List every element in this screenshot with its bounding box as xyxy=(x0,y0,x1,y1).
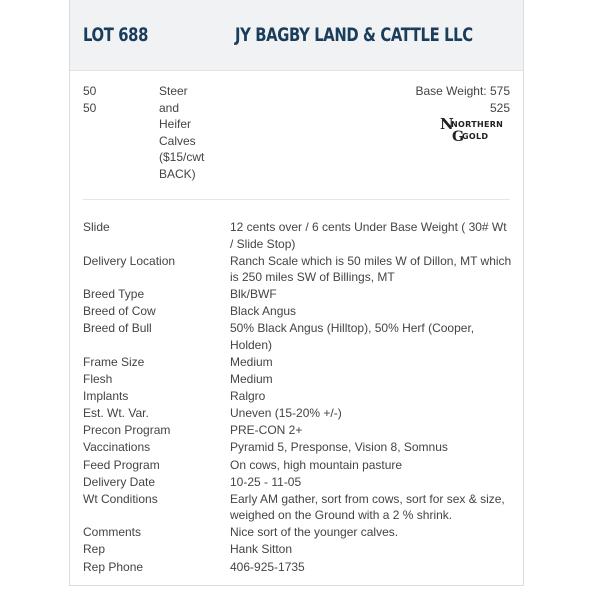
detail-label: Breed of Cow xyxy=(83,304,156,319)
detail-value: Ranch Scale which is 50 miles W of Dillon, MT which is 250 miles SW of Billings, MT xyxy=(230,253,512,285)
description-line: Calves xyxy=(159,133,196,148)
northern-gold-logo xyxy=(438,117,510,143)
svg-text:NORTHERN: NORTHERN xyxy=(451,120,504,129)
detail-label: Delivery Location xyxy=(83,253,176,268)
detail-row xyxy=(83,439,513,456)
description-line: ($15/cwt xyxy=(159,150,205,164)
head-count: 50 xyxy=(83,84,97,98)
description-line: Steer xyxy=(159,84,188,98)
detail-row xyxy=(83,371,513,388)
lot-details xyxy=(83,219,513,576)
detail-value: 12 cents over / 6 cents Under Base Weight ( 30# Wt / Slide Stop) xyxy=(230,220,507,251)
detail-label: Slide xyxy=(83,220,110,234)
head-counts xyxy=(83,83,96,116)
detail-row xyxy=(83,559,513,576)
detail-row xyxy=(83,303,513,320)
detail-value: On cows, high mountain pasture xyxy=(230,457,403,472)
consignor-name: JY BAGBY LAND & CATTLE LLC xyxy=(235,24,473,46)
head-count: 50 xyxy=(83,100,97,115)
base-weights xyxy=(415,83,510,116)
detail-label: Delivery Date xyxy=(83,474,156,489)
description-line: BACK) xyxy=(159,166,196,181)
detail-row xyxy=(83,253,513,286)
description-line: Heifer xyxy=(159,117,192,131)
detail-label: Precon Program xyxy=(83,423,171,438)
detail-row xyxy=(83,491,513,524)
detail-label: Flesh xyxy=(83,372,113,387)
lot-number: LOT 688 xyxy=(83,24,148,46)
detail-label: Vaccinations xyxy=(83,440,151,455)
detail-row xyxy=(83,541,513,558)
svg-text:G: G xyxy=(452,129,464,143)
svg-text:N: N xyxy=(440,117,454,133)
lot-header xyxy=(70,0,523,71)
detail-label: Wt Conditions xyxy=(83,491,158,506)
detail-label: Frame Size xyxy=(83,354,145,369)
detail-value: PRE-CON 2+ xyxy=(230,423,303,438)
detail-value: Nice sort of the younger calves. xyxy=(230,525,399,540)
detail-label: Rep Phone xyxy=(83,559,144,574)
detail-row xyxy=(83,286,513,303)
detail-label: Breed of Bull xyxy=(83,321,152,336)
detail-label: Feed Program xyxy=(83,457,160,472)
detail-label: Comments xyxy=(83,525,142,540)
detail-row xyxy=(83,219,513,252)
detail-row xyxy=(83,354,513,371)
description-line: and xyxy=(159,100,180,115)
detail-row xyxy=(83,524,513,541)
lot-card xyxy=(69,0,524,586)
base-weight-label: Base Weight: 575 xyxy=(415,84,510,98)
detail-value: Early AM gather, sort from cows, sort for sex & size, weighed on the Ground with a 2 % shrink. xyxy=(230,491,505,523)
section-divider xyxy=(83,199,510,200)
detail-value: Blk/BWF xyxy=(230,287,277,302)
base-weight-value: 525 xyxy=(489,100,510,115)
detail-value: Medium xyxy=(230,354,273,369)
detail-label: Est. Wt. Var. xyxy=(83,406,149,421)
detail-value: Uneven (15-20% +/-) xyxy=(230,406,342,421)
detail-value: Black Angus xyxy=(230,304,297,319)
detail-value: Hank Sitton xyxy=(230,542,293,557)
detail-value: 406-925-1735 xyxy=(230,559,305,574)
svg-text:GOLD: GOLD xyxy=(462,132,489,141)
detail-row xyxy=(83,474,513,491)
detail-value: Medium xyxy=(230,372,273,387)
cattle-description xyxy=(159,83,219,182)
detail-value: 10-25 - 11-05 xyxy=(230,474,302,489)
detail-label: Implants xyxy=(83,389,129,404)
detail-row xyxy=(83,405,513,422)
detail-value: Ralgro xyxy=(230,389,266,404)
detail-label: Rep xyxy=(83,542,106,557)
detail-row xyxy=(83,457,513,474)
detail-value: 50% Black Angus (Hilltop), 50% Herf (Cooper, Holden) xyxy=(230,321,475,352)
detail-row xyxy=(83,320,513,353)
detail-row xyxy=(83,388,513,405)
detail-row xyxy=(83,422,513,439)
detail-label: Breed Type xyxy=(83,287,145,302)
detail-value: Pyramid 5, Presponse, Vision 8, Somnus xyxy=(230,440,448,455)
